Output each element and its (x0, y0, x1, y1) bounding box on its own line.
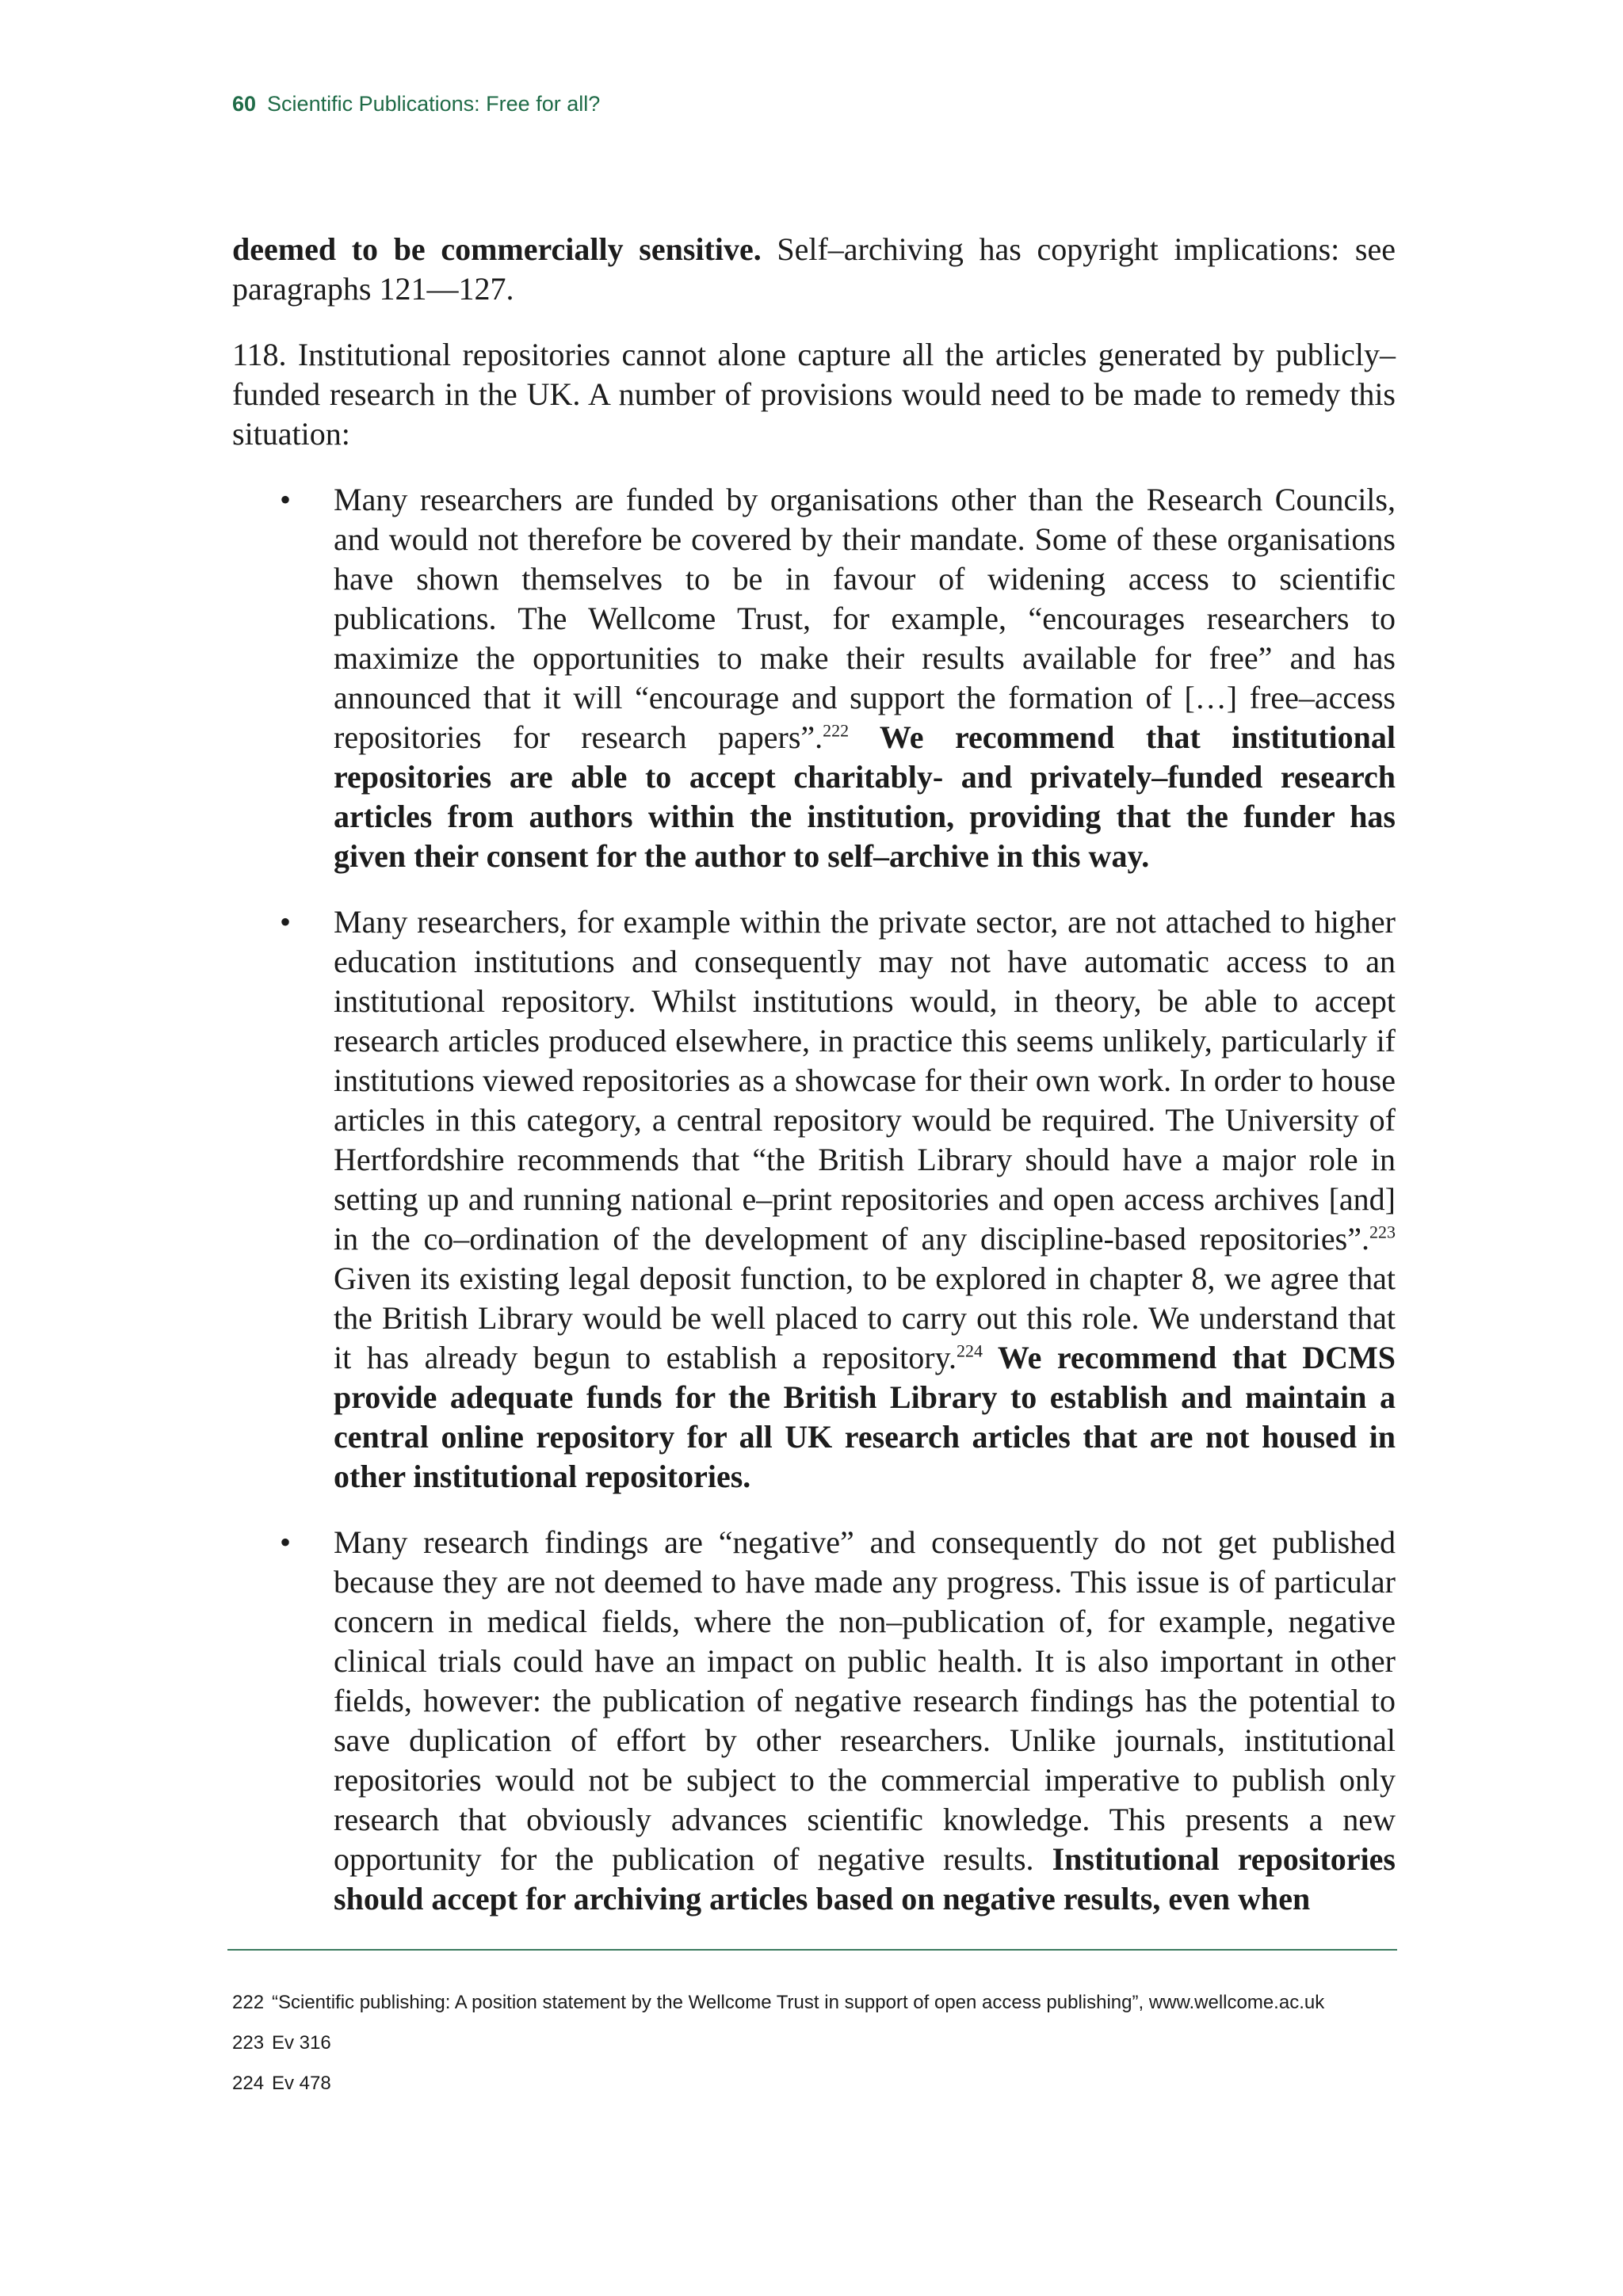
footnote-223 (232, 2031, 1397, 2055)
footnote-224 (232, 2071, 1397, 2096)
continuation-bold: deemed to be commercially sensitive. (232, 231, 762, 267)
bullet3-text: Many research findings are “negative” and consequently do not get published because they are not deemed to have made any progress. This issue is of particular concern in medical fields, where the non–publication of, for example, negative clinical trials could have an impact on public health. It is also important in other fields, however: the publication of negative research findings has the potential to save duplication of effort by other researchers. Unlike journals, institutional repositories would not be subject to the commercial imperative to publish only research that obviously advances scientific knowledge. This presents a new opportunity for the publication of negative results. (334, 1524, 1396, 1877)
bullet2-text-a: Many researchers, for example within the private sector, are not attached to higher education institutions and consequently may not have automatic access to an institutional repository. Whilst institutions would, in theory, be able to accept research articles produced elsewhere, in practice this seems unlikely, particularly if institutions viewed repositories as a showcase for their own work. In order to house articles in this category, a central repository would be required. The University of Hertfordshire recommends that “the British Library should have a major role in setting up and running national e–print repositories and open access archives [and] in the co–ordination of the development of any discipline-based repositories”. (334, 904, 1396, 1257)
bullet2-text-b: Given its existing legal deposit function, to be explored in chapter 8, we agree that the British Library would be well placed to carry out this role. We understand that it has already begun to establish a repository. (334, 1261, 1396, 1375)
footnote-number: 222 (232, 1992, 265, 2013)
footnote-divider (227, 1949, 1397, 1951)
continuation-text: Self–archiving has copyright implications: see paragraphs 121—127. (232, 231, 1396, 307)
footnote-text: Ev 478 (272, 2073, 331, 2094)
bullet-icon: • (280, 482, 292, 517)
footnotes (232, 1990, 1397, 2111)
bullet-icon: • (280, 904, 292, 940)
footnote-222 (232, 1990, 1397, 2015)
footnote-ref-224[interactable]: 224 (957, 1341, 983, 1361)
running-header (232, 92, 600, 116)
provisions-list (232, 480, 1396, 1919)
document-title: Scientific Publications: Free for all? (267, 92, 601, 116)
bullet1-text: Many researchers are funded by organisations other than the Research Councils, and would not therefore be covered by their mandate. Some of these organisations have shown themselves to be in favour of widening access to scientific publications. The Wellcome Trust, for example, “encourages researchers to maximize the opportunities to make their results available for free” and has announced that it will “encourage and support the formation of […] free–access repositories for research papers”. (334, 482, 1396, 755)
footnote-text: “Scientific publishing: A position statement by the Wellcome Trust in support of open access publishing”, www.wellcome.ac.uk (272, 1992, 1325, 2013)
footnote-ref-222[interactable]: 222 (823, 720, 850, 741)
footnote-number: 224 (232, 2073, 265, 2094)
list-item (232, 1523, 1396, 1919)
bullet-icon: • (280, 1524, 292, 1560)
paragraph-118: 118. Institutional repositories cannot alone capture all the articles generated by publicly–funded research in the UK. A number of provisions would need to be made to remedy this situation: (232, 337, 1396, 452)
main-text (232, 230, 1396, 1945)
footnote-number: 223 (232, 2032, 265, 2054)
continuation-paragraph (232, 230, 1396, 309)
footnote-ref-223[interactable]: 223 (1369, 1222, 1396, 1242)
list-item (232, 902, 1396, 1497)
bullet2-recommendation: We recommend that DCMS provide adequate funds for the British Library to establish and maintain a central online repository for all UK research articles that are not housed in other institutional repositories. (334, 1340, 1396, 1494)
list-item (232, 480, 1396, 876)
bullet3-recommendation: Institutional repositories should accept for archiving articles based on negative results, even when (334, 1841, 1396, 1917)
bullet1-recommendation: We recommend that institutional repositories are able to accept charitably- and privately–funded research articles from authors within the institution, providing that the funder has given their consent for the author to self–archive in this way. (334, 719, 1396, 874)
footnote-text: Ev 316 (272, 2032, 331, 2054)
page-number: 60 (232, 92, 257, 116)
